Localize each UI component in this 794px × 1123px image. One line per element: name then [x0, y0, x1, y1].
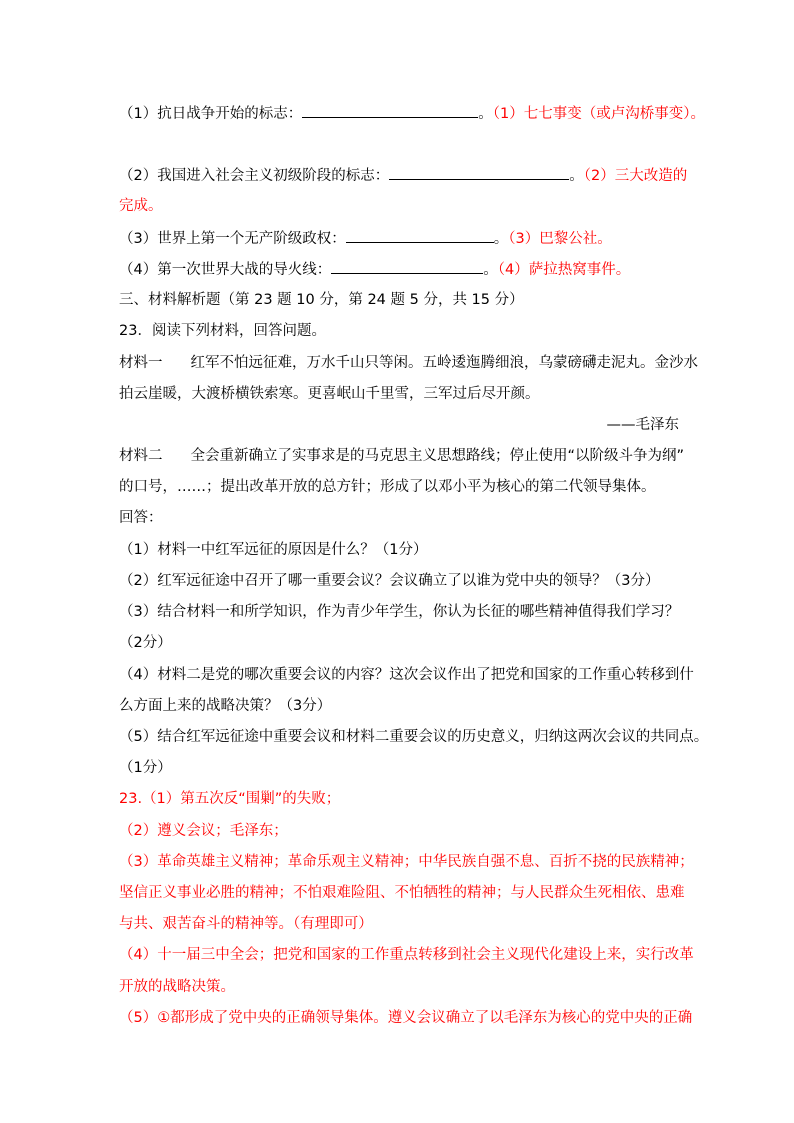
question-3-cont: （2分） — [119, 635, 172, 651]
fill-answer-cont: 完成。 — [119, 198, 163, 214]
answer-5: （5）①都形成了党中央的正确领导集体。遵义会议确立了以毛泽东为核心的党中央的正确 — [119, 1010, 693, 1026]
question-4-cont: 么方面上来的战略决策？（3分） — [119, 698, 332, 714]
fill-question: （2）我国进入社会主义初级阶段的标志： — [119, 168, 390, 184]
answer-blank — [331, 259, 483, 274]
answer-1: 23.（1）第五次反“围剿”的失败； — [119, 791, 341, 807]
answer-3-cont: 坚信正义事业必胜的精神；不怕艰难险阻、不怕牺牲的精神；与人民群众生死相依、患难 — [119, 885, 685, 901]
fill-tail: 。 — [569, 168, 584, 184]
fill-answer: （1）七七事变（或卢沟桥事变）。 — [492, 106, 705, 122]
question-2: （2）红军远征途中召开了哪一重要会议？会议确立了以谁为党中央的领导？（3分） — [119, 573, 660, 589]
answer-4: （4）十一届三中全会；把党和国家的工作重点转移到社会主义现代化建设上来，实行改革 — [119, 947, 694, 963]
fill-question: （4）第一次世界大战的导火线： — [119, 262, 332, 278]
fill-answer: （4）萨拉热窝事件。 — [497, 262, 631, 278]
fill-item-1 — [119, 103, 705, 124]
material-one — [119, 353, 698, 373]
answer-3-cont2: 与共、艰苦奋斗的精神等。（有理即可） — [119, 916, 373, 932]
fill-tail: 。 — [483, 262, 498, 278]
question-3: （3）结合材料一和所学知识，作为青少年学生，你认为长征的哪些精神值得我们学习？ — [119, 604, 680, 620]
fill-answer: （2）三大改造的 — [583, 168, 688, 184]
answer-blank — [302, 103, 478, 118]
answer-4-cont: 开放的战略决策。 — [119, 979, 235, 995]
answer-blank — [346, 228, 494, 243]
question-4: （4）材料二是党的哪次重要会议的内容？这次会议作出了把党和国家的工作重心转移到什 — [119, 667, 694, 683]
q23-title: 23．阅读下列材料，回答问题。 — [119, 323, 326, 339]
fill-question: （3）世界上第一个无产阶级政权： — [119, 231, 346, 247]
fill-tail: 。 — [478, 106, 493, 122]
fill-question: （1）抗日战争开始的标志： — [119, 106, 303, 122]
answer-2: （2）遵义会议；毛泽东； — [119, 823, 288, 839]
section-title: 三、材料解析题（第 23 题 10 分，第 24 题 5 分，共 15 分） — [119, 292, 524, 308]
material-one-cont: 拍云崖暖，大渡桥横铁索寒。更喜岷山千里雪，三军过后尽开颜。 — [119, 386, 540, 402]
question-5: （5）结合红军远征途中重要会议和材料二重要会议的历史意义，归纳这两次会议的共同点。 — [119, 729, 709, 745]
question-1: （1）材料一中红军远征的原因是什么？（1分） — [119, 542, 428, 558]
answer-prompt: 回答： — [119, 510, 163, 526]
material-text: 红军不怕远征难，万水千山只等闲。五岭逶迤腾细浪，乌蒙磅礴走泥丸。金沙水 — [190, 355, 698, 371]
material-two-cont: 的口号，……；提出改革开放的总方针；形成了以邓小平为核心的第二代领导集体。 — [119, 479, 656, 495]
fill-tail: 。 — [493, 231, 509, 247]
fill-item-4 — [119, 259, 679, 280]
answer-blank — [389, 165, 569, 180]
fill-answer: （3）巴黎公社。 — [508, 231, 612, 247]
material-label: 材料一 — [119, 355, 163, 371]
material-text: 全会重新确立了实事求是的马克思主义思想路线；停止使用“以阶级斗争为纲” — [190, 448, 685, 464]
material-two — [119, 446, 685, 466]
answer-3: （3）革命英雄主义精神；革命乐观主义精神；中华民族自强不息、百折不挠的民族精神； — [119, 854, 694, 870]
fill-item-2 — [119, 165, 688, 186]
question-5-cont: （1分） — [119, 760, 172, 776]
material-label: 材料二 — [119, 448, 163, 464]
material-author: ——毛泽东 — [606, 417, 679, 433]
fill-item-3 — [119, 228, 679, 249]
